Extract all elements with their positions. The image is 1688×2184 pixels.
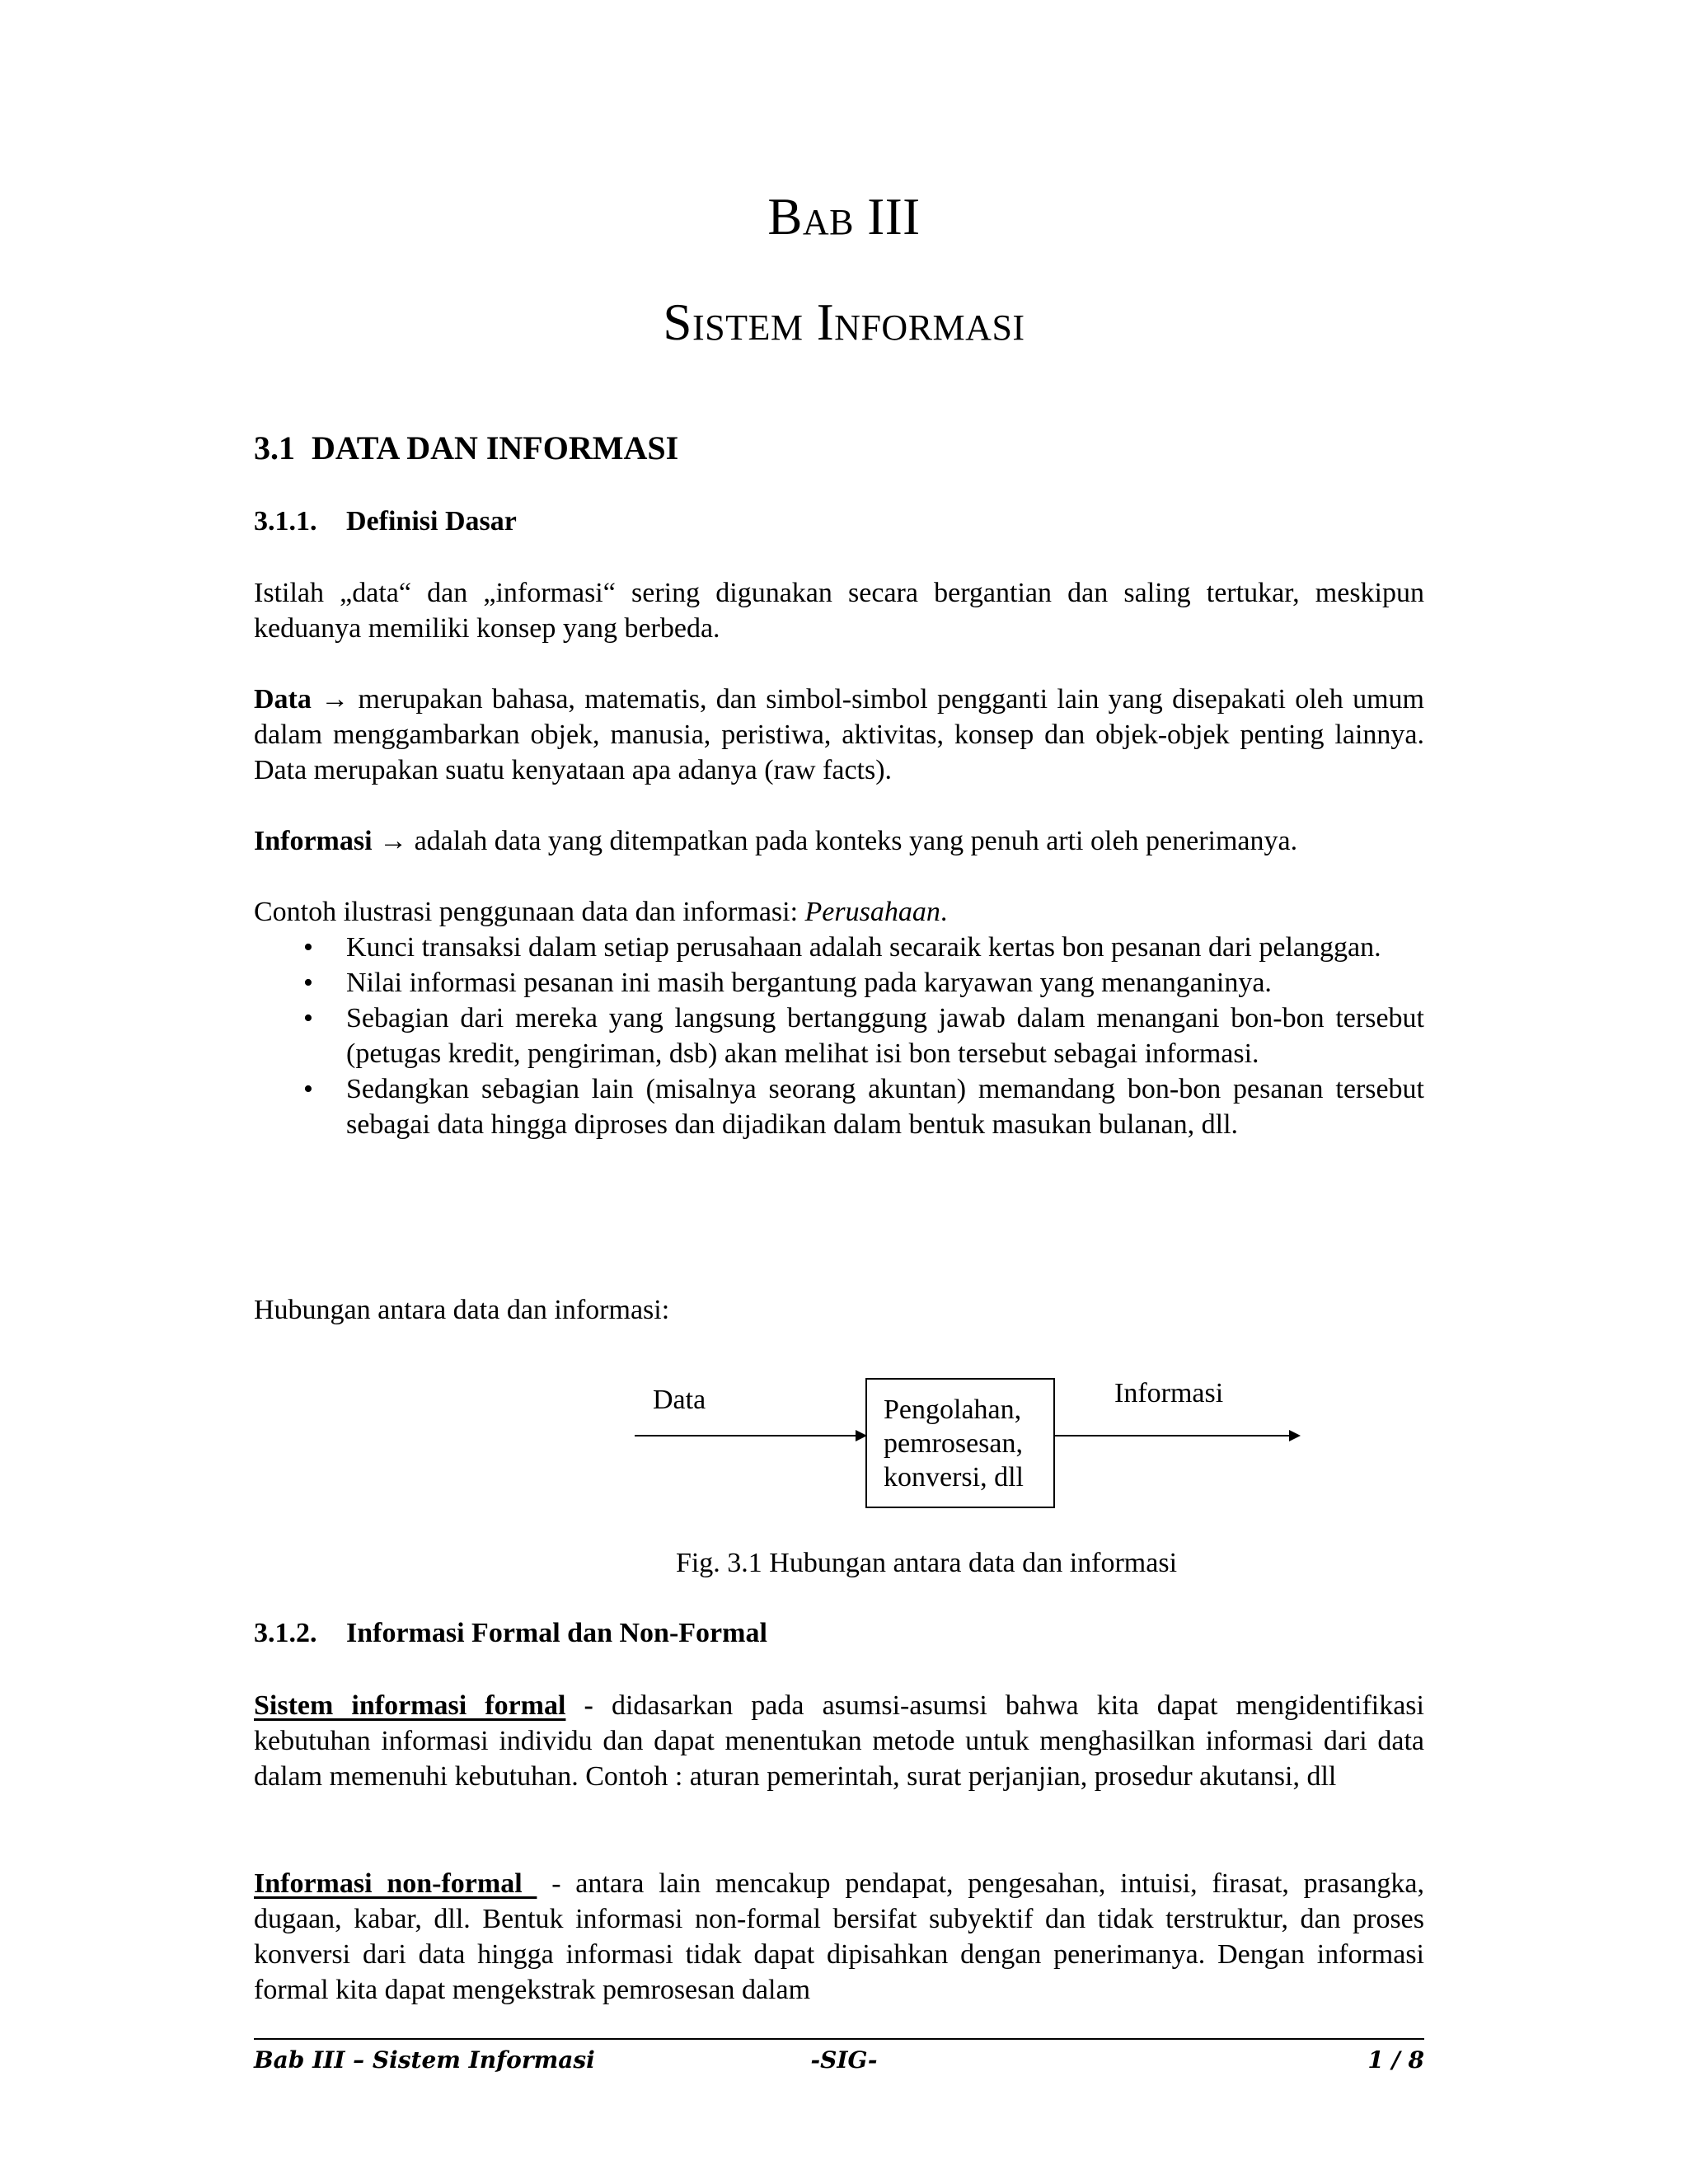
nonformal-definition <box>254 1866 1424 2008</box>
relation-lead: Hubungan antara data dan informasi: <box>254 1295 670 1325</box>
subsection-heading-2 <box>254 1619 767 1647</box>
diagram-input-label: Data <box>653 1385 706 1415</box>
subsection-title: Informasi Formal dan Non-Formal <box>346 1618 767 1648</box>
formal-definition-block <box>254 1688 1424 1794</box>
subsection-heading-1 <box>254 508 517 536</box>
list-item <box>254 1071 1424 1142</box>
bullet-icon: • <box>303 968 313 998</box>
section-number: 3.1 <box>254 429 295 466</box>
list-item <box>254 965 1424 1001</box>
data-definition-text: merupakan bahasa, matematis, dan simbol-simbol pengganti lain yang disepakati oleh umum dalam menggambarkan objek, manusia, peristiwa, aktivitas, konsep dan objek-objek penting lainnya. Data merupakan suatu kenyataan apa adanya (raw facts). <box>254 684 1425 785</box>
example-end: . <box>940 897 948 927</box>
formal-definition <box>254 1688 1424 1794</box>
list-item-text: Sedangkan sebagian lain (misalnya seorang akuntan) memandang bon-bon pesanan tersebut sebagai data hingga diproses dan dijadikan dalam bentuk masukan bulanan, dll. <box>346 1074 1424 1140</box>
section-heading <box>254 429 679 466</box>
relation-lead-block <box>254 1292 1424 1328</box>
nonformal-definition-text: antara lain mencakup pendapat, pengesahan, intuisi, firasat, prasangka, dugaan, kabar, dll. Bentuk informasi non-formal bersifat subyektif dan tidak terstruktur, dan proses konversi dari data hingga informasi tidak dapat dipisahkan dengan penerimanya. Dengan informasi formal kita dapat mengekstrak pemrosesan dalam <box>254 1868 1424 2005</box>
data-definition-block <box>254 682 1424 788</box>
arrow-icon: → <box>321 684 349 715</box>
subsection-number: 3.1.1. <box>254 506 317 537</box>
formal-term: Sistem informasi formal <box>254 1690 566 1721</box>
intro-paragraph-block <box>254 575 1424 646</box>
nonformal-separator: - <box>537 1868 576 1899</box>
footer-center: -SIG- <box>810 2046 878 2074</box>
chapter-heading: Bab III <box>767 188 921 246</box>
process-line: pemrosesan, <box>884 1428 1024 1459</box>
list-item-text: Sebagian dari mereka yang langsung bertanggung jawab dalam menangani bon-bon tersebut (petugas kredit, pengiriman, dsb) akan melihat isi bon tersebut sebagai informasi. <box>346 1003 1424 1069</box>
arrow-icon: → <box>379 826 408 856</box>
info-term: Informasi <box>254 826 373 856</box>
subsection-number: 3.1.2. <box>254 1618 317 1648</box>
diagram-output-label: Informasi <box>1114 1378 1224 1408</box>
bullet-icon: • <box>303 1074 313 1104</box>
page-number: 1 / 8 <box>1367 2046 1424 2074</box>
data-information-diagram <box>635 1368 1319 1516</box>
footer-left: Bab III – Sistem Informasi <box>254 2046 595 2074</box>
list-item <box>254 1001 1424 1071</box>
list-item <box>254 930 1424 965</box>
example-bullet-list <box>254 930 1424 1142</box>
process-line: konversi, dll <box>884 1462 1024 1493</box>
footer-divider <box>254 2038 1424 2040</box>
formal-definition-text: didasarkan pada asumsi-asumsi bahwa kita dapat mengidentifikasi kebutuhan informasi individu dan dapat menentukan metode untuk menghasilkan informasi dari data dalam memenuhi kebutuhan. Contoh : aturan pemerintah, surat perjanjian, prosedur akutansi, dll <box>254 1690 1424 1792</box>
example-lead-text: Contoh ilustrasi penggunaan data dan informasi: <box>254 897 799 927</box>
info-definition-block <box>254 823 1424 859</box>
info-definition-text: adalah data yang ditempatkan pada konteks yang penuh arti oleh penerimanya. <box>414 826 1298 856</box>
example-emphasis: Perusahaan <box>804 897 940 927</box>
chapter-title: Sistem Informasi <box>663 293 1025 351</box>
formal-separator: - <box>565 1690 612 1721</box>
data-definition <box>254 682 1424 788</box>
figure-caption: Fig. 3.1 Hubungan antara data dan informasi <box>675 1548 1178 1578</box>
list-item-text: Nilai informasi pesanan ini masih bergantung pada karyawan yang menanganinya. <box>346 968 1272 998</box>
example-block <box>254 894 1424 1142</box>
subsection-title: Definisi Dasar <box>346 506 517 537</box>
bullet-icon: • <box>303 932 313 963</box>
nonformal-term: Informasi non-formal <box>254 1868 537 1899</box>
data-term: Data <box>254 684 312 715</box>
example-lead <box>254 894 1424 930</box>
bullet-icon: • <box>303 1003 313 1033</box>
arrow-head-icon <box>1289 1430 1301 1441</box>
nonformal-definition-block <box>254 1866 1424 2008</box>
section-title: DATA DAN INFORMASI <box>312 429 679 466</box>
info-definition <box>254 823 1424 859</box>
intro-paragraph: Istilah „data“ dan „informasi“ sering digunakan secara bergantian dan saling tertukar, meskipun keduanya memiliki konsep yang berbeda. <box>254 578 1424 644</box>
process-box-text <box>865 1378 1055 1508</box>
list-item-text: Kunci transaksi dalam setiap perusahaan adalah secaraik kertas bon pesanan dari pelanggan. <box>346 932 1381 963</box>
process-line: Pengolahan, <box>884 1394 1022 1425</box>
